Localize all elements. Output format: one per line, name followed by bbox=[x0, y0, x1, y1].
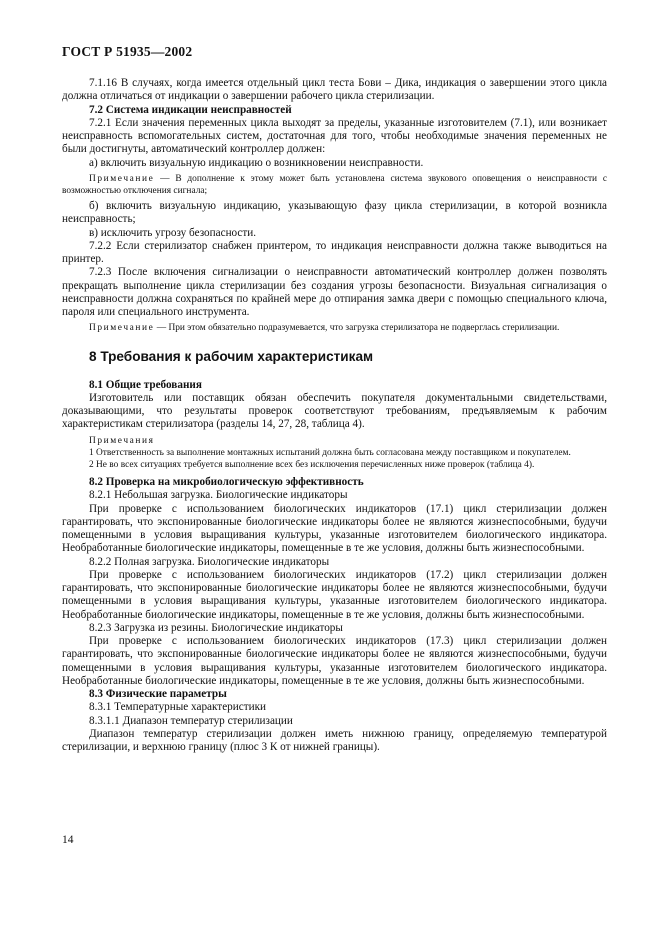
paragraph-8-1: Изготовитель или поставщик обязан обеспечить покупателя документальными свидетельствами, доказывающими, что результаты проверок соответствуют требованиям, предъявляемым к рабочим характеристикам стерилизатора (разделы 14, 27, 28, таблица 4). bbox=[62, 391, 607, 431]
heading-7-2: 7.2 Система индикации неисправностей bbox=[89, 103, 292, 116]
paragraph-8-2-3: При проверке с использованием биологических индикаторов (17.3) цикл стерилизации должен гарантировать, что экспонированные биологические индикаторы более не являются жизнеспособными, будучи помещенными в условия выращивания культуры, указанные изготовителем биологического индикатора. Необработанные биологические индикаторы, помещенные в те же условия, должны быть жизнеспособными. bbox=[62, 635, 607, 687]
paragraph-7-2-1: 7.2.1 Если значения переменных цикла выходят за пределы, указанные изготовителем (7.1), или возникает неисправность вспомогательных систем, достаточная для того, чтобы необходимые значения переменных не были достигнуты, автоматический контроллер должен: bbox=[62, 116, 607, 156]
section-heading-8: 8 Требования к рабочим характеристикам bbox=[89, 348, 374, 364]
paragraph-7-1-16: 7.1.16 В случаях, когда имеется отдельный цикл теста Бови – Дика, индикация о завершении этого цикла должна отличаться от индикации о завершении рабочего цикла стерилизации. bbox=[62, 77, 607, 103]
notes-label bbox=[62, 435, 607, 447]
document-header: ГОСТ Р 51935—2002 bbox=[62, 44, 193, 59]
page-body bbox=[62, 77, 607, 754]
paragraph-7-2-3: 7.2.3 После включения сигнализации о неисправности автоматический контроллер должен позволять прекращать выполнение цикла стерилизации без создания угрозы безопасности. Визуальная сигнализация о неисправности должна сохраняться по крайней мере до отпирания замка двери с помощью специального ключа, пароля или специального инструмента. bbox=[62, 266, 607, 319]
paragraph-8-3-1-1-title: 8.3.1.1 Диапазон температур стерилизации bbox=[89, 714, 293, 727]
paragraph-8-3-1: 8.3.1 Температурные характеристики bbox=[89, 701, 266, 714]
paragraph-8-3-1-1: Диапазон температур стерилизации должен иметь нижнюю границу, определяемую температурой стерилизации, и верхнюю границу (плюс 3 К от нижней границы). bbox=[62, 727, 607, 754]
note-8-1-1: 1 Ответственность за выполнение монтажных испытаний должна быть согласована между поставщиком и покупателем. bbox=[89, 447, 571, 458]
paragraph-8-2-1-title: 8.2.1 Небольшая загрузка. Биологические индикаторы bbox=[89, 489, 348, 502]
paragraph-8-2-3-title: 8.2.3 Загрузка из резины. Биологические индикаторы bbox=[89, 621, 343, 634]
note-8-1-2: 2 Не во всех ситуациях требуется выполнение всех без исключения перечисленных ниже проверок (таблица 4). bbox=[89, 460, 535, 471]
note-7-2-1 bbox=[62, 173, 607, 197]
paragraph-8-2-2-title: 8.2.2 Полная загрузка. Биологические индикаторы bbox=[89, 555, 330, 568]
note-text: — При этом обязательно подразумевается, что загрузка стерилизатора не подверглась стерилизации. bbox=[154, 323, 560, 334]
heading-8-3: 8.3 Физические параметры bbox=[89, 688, 227, 701]
note-label: Примечание bbox=[89, 173, 155, 184]
paragraph-8-2-2: При проверке с использованием биологических индикаторов (17.2) цикл стерилизации должен гарантировать, что экспонированные биологические индикаторы более не являются жизнеспособными, будучи помещенными в условия выращивания культуры, указанные изготовителем биологического индикатора. Необработанные биологические индикаторы, помещенные в те же условия, должны быть жизнеспособными. bbox=[62, 568, 607, 621]
list-item-v: в) исключить угрозу безопасности. bbox=[89, 226, 257, 239]
note-text: — В дополнение к этому может быть установлена система звукового оповещения о неисправности с возможностью отключения сигнала; bbox=[62, 173, 607, 196]
paragraph-7-2-2: 7.2.2 Если стерилизатор снабжен принтером, то индикация неисправности должна также выводиться на принтер. bbox=[62, 239, 607, 266]
heading-8-1: 8.1 Общие требования bbox=[89, 378, 202, 391]
note-7-2-3 bbox=[62, 322, 607, 334]
notes-label-text: Примечания bbox=[89, 435, 155, 446]
note-label: Примечание bbox=[89, 323, 155, 334]
page-number: 14 bbox=[62, 834, 74, 846]
list-item-b: б) включить визуальную индикацию, указывающую фазу цикла стерилизации, в которой возникла неисправность; bbox=[62, 200, 607, 226]
heading-8-2: 8.2 Проверка на микробиологическую эффективность bbox=[89, 476, 364, 489]
list-item-a: а) включить визуальную индикацию о возникновении неисправности. bbox=[89, 156, 424, 169]
paragraph-8-2-1: При проверке с использованием биологических индикаторов (17.1) цикл стерилизации должен гарантировать, что экспонированные биологические индикаторы более не являются жизнеспособными, будучи помещенными в условия выращивания культуры, указанные изготовителем биологического индикатора. Необработанные биологические индикаторы, помещенные в те же условия, должны быть жизнеспособными. bbox=[62, 502, 607, 555]
